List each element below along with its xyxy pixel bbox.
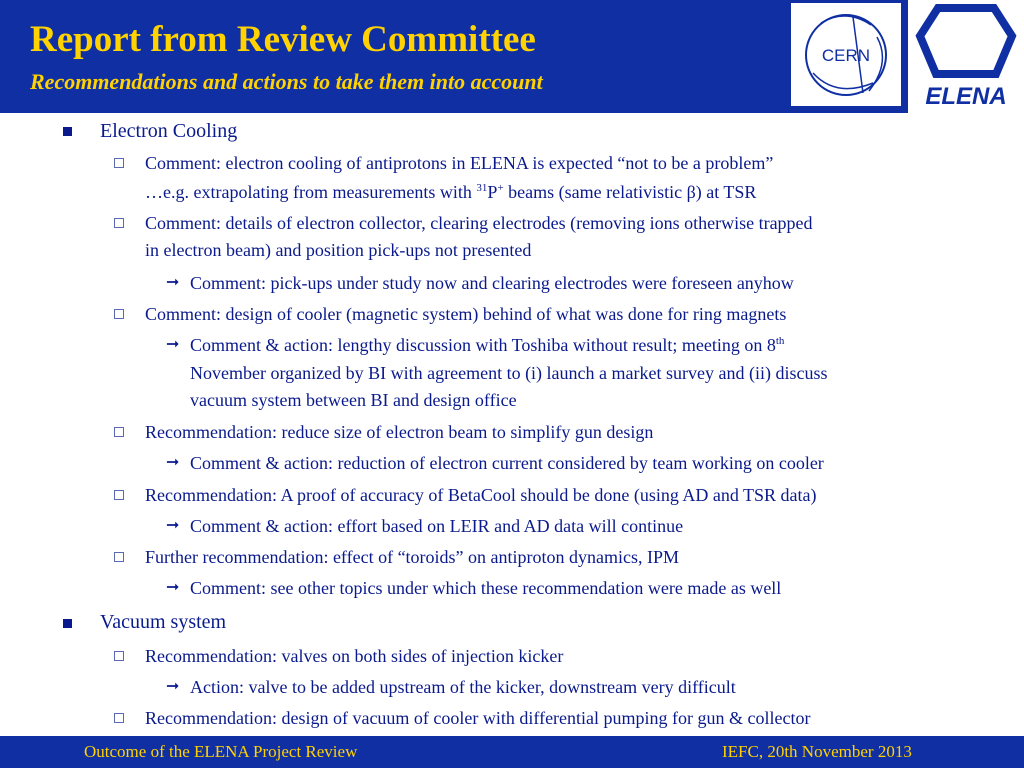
hollow-square-bullet-icon	[114, 713, 124, 723]
arrow-right-icon: ➞	[166, 579, 180, 596]
arrow-right-icon: ➞	[166, 336, 180, 353]
slide-header	[0, 0, 1024, 113]
list-item: Comment: electron cooling of antiprotons in ELENA is expected “not to be a problem”	[145, 153, 774, 173]
list-item: Comment: design of cooler (magnetic system) behind of what was done for ring magnets	[145, 304, 787, 324]
list-item: Recommendation: reduce size of electron beam to simplify gun design	[145, 422, 654, 442]
list-item-continuation: in electron beam) and position pick-ups not presented	[145, 240, 532, 260]
list-subitem-continuation: November organized by BI with agreement to (i) launch a market survey and (ii) discuss	[190, 363, 828, 383]
list-item: Recommendation: A proof of accuracy of BetaCool should be done (using AD and TSR data)	[145, 485, 817, 505]
list-item: Recommendation: design of vacuum of cooler with differential pumping for gun & collector	[145, 708, 811, 728]
list-item: Recommendation: valves on both sides of injection kicker	[145, 646, 564, 666]
square-bullet-icon	[63, 619, 72, 628]
list-subitem: Comment & action: reduction of electron current considered by team working on cooler	[190, 453, 824, 473]
slide-title: Report from Review Committee	[30, 19, 536, 60]
hollow-square-bullet-icon	[114, 490, 124, 500]
list-subitem: Comment: pick-ups under study now and clearing electrodes were foreseen anyhow	[190, 273, 794, 293]
elena-logo	[908, 0, 1024, 113]
arrow-right-icon: ➞	[166, 678, 180, 695]
slide-footer	[0, 736, 1024, 768]
section-title-vacuum-system: Vacuum system	[100, 611, 227, 633]
hollow-square-bullet-icon	[114, 218, 124, 228]
list-subitem: Comment & action: lengthy discussion with Toshiba without result; meeting on 8th	[190, 335, 785, 355]
list-item-continuation: …e.g. extrapolating from measurements with $^{31}$P+ beams (same relativistic β) at TSR	[145, 182, 757, 202]
list-subitem: Comment & action: effort based on LEIR and AD data will continue	[190, 516, 684, 536]
hollow-square-bullet-icon	[114, 651, 124, 661]
slide-body	[0, 114, 1024, 736]
hollow-square-bullet-icon	[114, 158, 124, 168]
list-subitem-continuation: vacuum system between BI and design office	[190, 390, 517, 410]
cern-logo	[791, 3, 901, 106]
square-bullet-icon	[63, 127, 72, 136]
footer-presentation-title: Outcome of the ELENA Project Review	[84, 742, 358, 761]
elena-logo-text: ELENA	[925, 83, 1007, 110]
list-item: Further recommendation: effect of “toroids” on antiproton dynamics, IPM	[145, 547, 680, 567]
hollow-square-bullet-icon	[114, 309, 124, 319]
arrow-right-icon: ➞	[166, 454, 180, 471]
hollow-square-bullet-icon	[114, 552, 124, 562]
list-item: Comment: details of electron collector, clearing electrodes (removing ions otherwise trapped	[145, 213, 813, 233]
slide-subtitle: Recommendations and actions to take them into account	[30, 69, 543, 94]
list-subitem: Action: valve to be added upstream of the kicker, downstream very difficult	[190, 677, 736, 697]
hollow-square-bullet-icon	[114, 427, 124, 437]
list-subitem: Comment: see other topics under which these recommendation were made as well	[190, 578, 782, 598]
footer-event-date: IEFC, 20th November 2013	[722, 742, 912, 761]
arrow-right-icon: ➞	[166, 517, 180, 534]
arrow-right-icon: ➞	[166, 274, 180, 291]
cern-logo-text: CERN	[821, 46, 871, 65]
section-title-electron-cooling: Electron Cooling	[100, 120, 238, 142]
